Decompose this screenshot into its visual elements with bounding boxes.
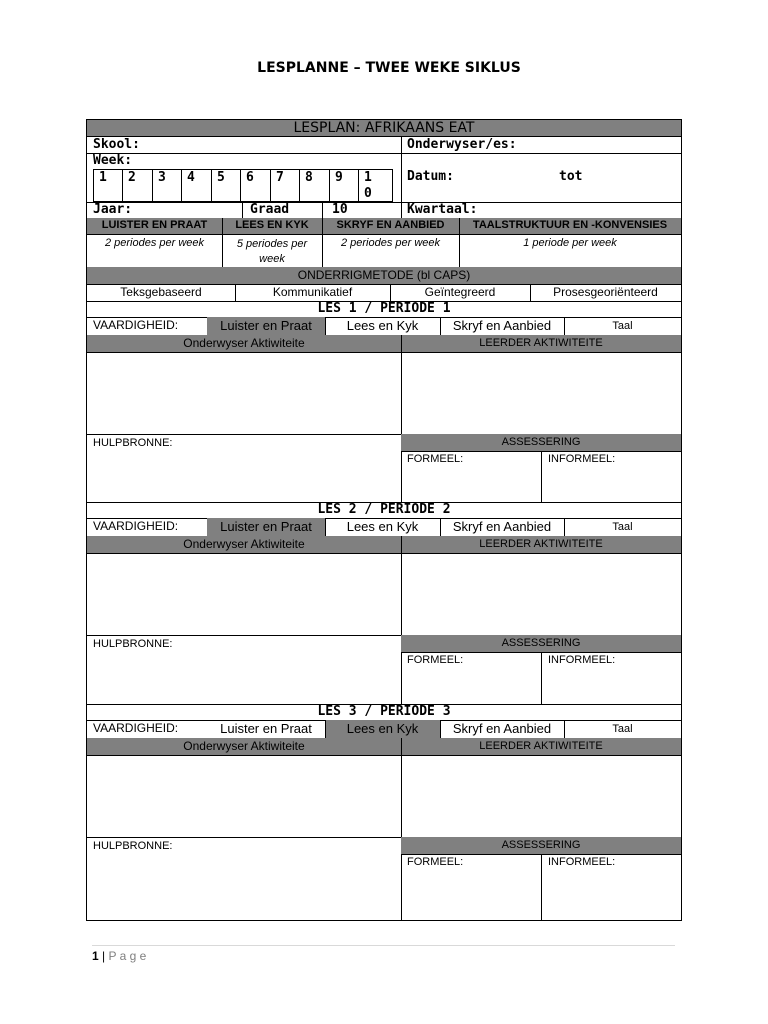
skill-option-3[interactable]: Taal xyxy=(612,521,633,533)
week-8[interactable]: 8 xyxy=(300,170,330,201)
tot-label: tot xyxy=(559,169,583,184)
skill-option-2[interactable]: Skryf en Aanbied xyxy=(452,721,552,736)
skill-option-3[interactable]: Taal xyxy=(612,320,633,332)
datum-label: Datum: xyxy=(407,169,454,184)
teacher-activity-area[interactable] xyxy=(87,553,401,635)
teacher-activity-area[interactable] xyxy=(87,352,401,434)
method-prosesgeorienteerd[interactable]: Prosesgeoriënteerd xyxy=(553,285,658,299)
assessment-header: ASSESSERING xyxy=(401,837,681,854)
week-label: Week: xyxy=(93,153,133,168)
page-number: 1 xyxy=(92,949,99,963)
skill-label: VAARDIGHEID: xyxy=(93,519,179,533)
learner-activity-area[interactable] xyxy=(401,755,681,837)
formal-label[interactable]: FORMEEL: xyxy=(407,453,464,465)
lesson-plan-sheet xyxy=(86,119,682,921)
lesson-block xyxy=(87,704,681,921)
method-geintegreerd[interactable]: Geïntegreerd xyxy=(424,285,496,299)
week-5[interactable]: 5 xyxy=(212,170,241,201)
skill-header-taal: TAALSTRUKTUUR EN -KONVENSIES xyxy=(472,219,668,231)
graad-label: Graad xyxy=(250,202,290,217)
week-10[interactable]: 1 0 xyxy=(364,170,372,201)
skill-option-2[interactable]: Skryf en Aanbied xyxy=(452,519,552,534)
week-selector xyxy=(93,169,393,202)
teacher-activity-header: Onderwyser Aktiwiteite xyxy=(87,335,401,352)
resources-label: HULPBRONNE: xyxy=(93,638,173,650)
informal-label[interactable]: INFORMEEL: xyxy=(548,453,616,465)
lesson-title: LES 2 / PERIODE 2 xyxy=(317,502,451,517)
method-teksgebaseerd[interactable]: Teksgebaseerd xyxy=(120,285,202,299)
onderwyser-label: Onderwyser/es: xyxy=(407,137,517,152)
footer-divider xyxy=(92,945,675,946)
learner-activity-header: LEERDER AKTIWITEITE xyxy=(401,738,681,755)
skill-option-2[interactable]: Skryf en Aanbied xyxy=(452,318,552,333)
skill-header-skryf: SKRYF EN AANBIED xyxy=(336,219,445,231)
lesson-block xyxy=(87,502,681,704)
page-footer xyxy=(92,949,146,963)
learner-activity-header: LEERDER AKTIWITEITE xyxy=(401,536,681,553)
period-skryf: 2 periodes per week xyxy=(340,237,441,249)
method-title: ONDERRIGMETODE (bl CAPS) xyxy=(87,267,681,284)
learner-activity-header: LEERDER AKTIWITEITE xyxy=(401,335,681,352)
lesson-title: LES 3 / PERIODE 3 xyxy=(317,704,451,719)
teacher-activity-header: Onderwyser Aktiwiteite xyxy=(87,738,401,755)
week-6[interactable]: 6 xyxy=(241,170,271,201)
lesson-title: LES 1 / PERIODE 1 xyxy=(317,301,451,316)
formal-label[interactable]: FORMEEL: xyxy=(407,654,464,666)
page-separator: | xyxy=(102,949,106,963)
period-lees: 5 periodes per week xyxy=(236,238,308,265)
lesson-block xyxy=(87,301,681,502)
jaar-label: Jaar: xyxy=(93,202,133,217)
week-3[interactable]: 3 xyxy=(153,170,182,201)
teacher-activity-header: Onderwyser Aktiwiteite xyxy=(87,536,401,553)
formal-label[interactable]: FORMEEL: xyxy=(407,856,464,868)
informal-label[interactable]: INFORMEEL: xyxy=(548,654,616,666)
period-luister: 2 periodes per week xyxy=(104,237,205,249)
teacher-activity-area[interactable] xyxy=(87,755,401,837)
kwartaal-label: Kwartaal: xyxy=(407,202,478,217)
skill-label: VAARDIGHEID: xyxy=(93,318,179,332)
page-label: P a g e xyxy=(108,949,147,963)
week-7[interactable]: 7 xyxy=(271,170,300,201)
method-kommunikatief[interactable]: Kommunikatief xyxy=(272,285,353,299)
skill-option-1[interactable]: Lees en Kyk xyxy=(346,519,419,534)
skill-header-lees: LEES EN KYK xyxy=(235,219,309,231)
resources-label: HULPBRONNE: xyxy=(93,840,173,852)
graad-value: 10 xyxy=(332,202,348,217)
skill-label: VAARDIGHEID: xyxy=(93,721,179,735)
informal-label[interactable]: INFORMEEL: xyxy=(548,856,616,868)
week-1[interactable]: 1 xyxy=(94,170,123,201)
skill-option-3[interactable]: Taal xyxy=(612,723,633,735)
assessment-header: ASSESSERING xyxy=(401,434,681,451)
skill-option-1[interactable]: Lees en Kyk xyxy=(346,318,419,333)
skill-header-luister: LUISTER EN PRAAT xyxy=(101,219,208,231)
assessment-header: ASSESSERING xyxy=(401,635,681,652)
skill-option-0[interactable]: Luister en Praat xyxy=(207,317,325,335)
learner-activity-area[interactable] xyxy=(401,352,681,434)
learner-activity-area[interactable] xyxy=(401,553,681,635)
skill-option-1[interactable]: Lees en Kyk xyxy=(325,720,440,738)
resources-label: HULPBRONNE: xyxy=(93,437,173,449)
skill-option-0[interactable]: Luister en Praat xyxy=(207,518,325,536)
period-taal: 1 periode per week xyxy=(523,237,617,249)
week-4[interactable]: 4 xyxy=(182,170,212,201)
week-2[interactable]: 2 xyxy=(123,170,153,201)
week-9[interactable]: 9 xyxy=(330,170,359,201)
skool-label: Skool: xyxy=(93,137,140,152)
lesplan-title-bar: LESPLAN: AFRIKAANS EAT xyxy=(87,120,681,136)
document-title: LESPLANNE – TWEE WEKE SIKLUS xyxy=(257,60,521,76)
skill-option-0[interactable]: Luister en Praat xyxy=(220,721,312,736)
